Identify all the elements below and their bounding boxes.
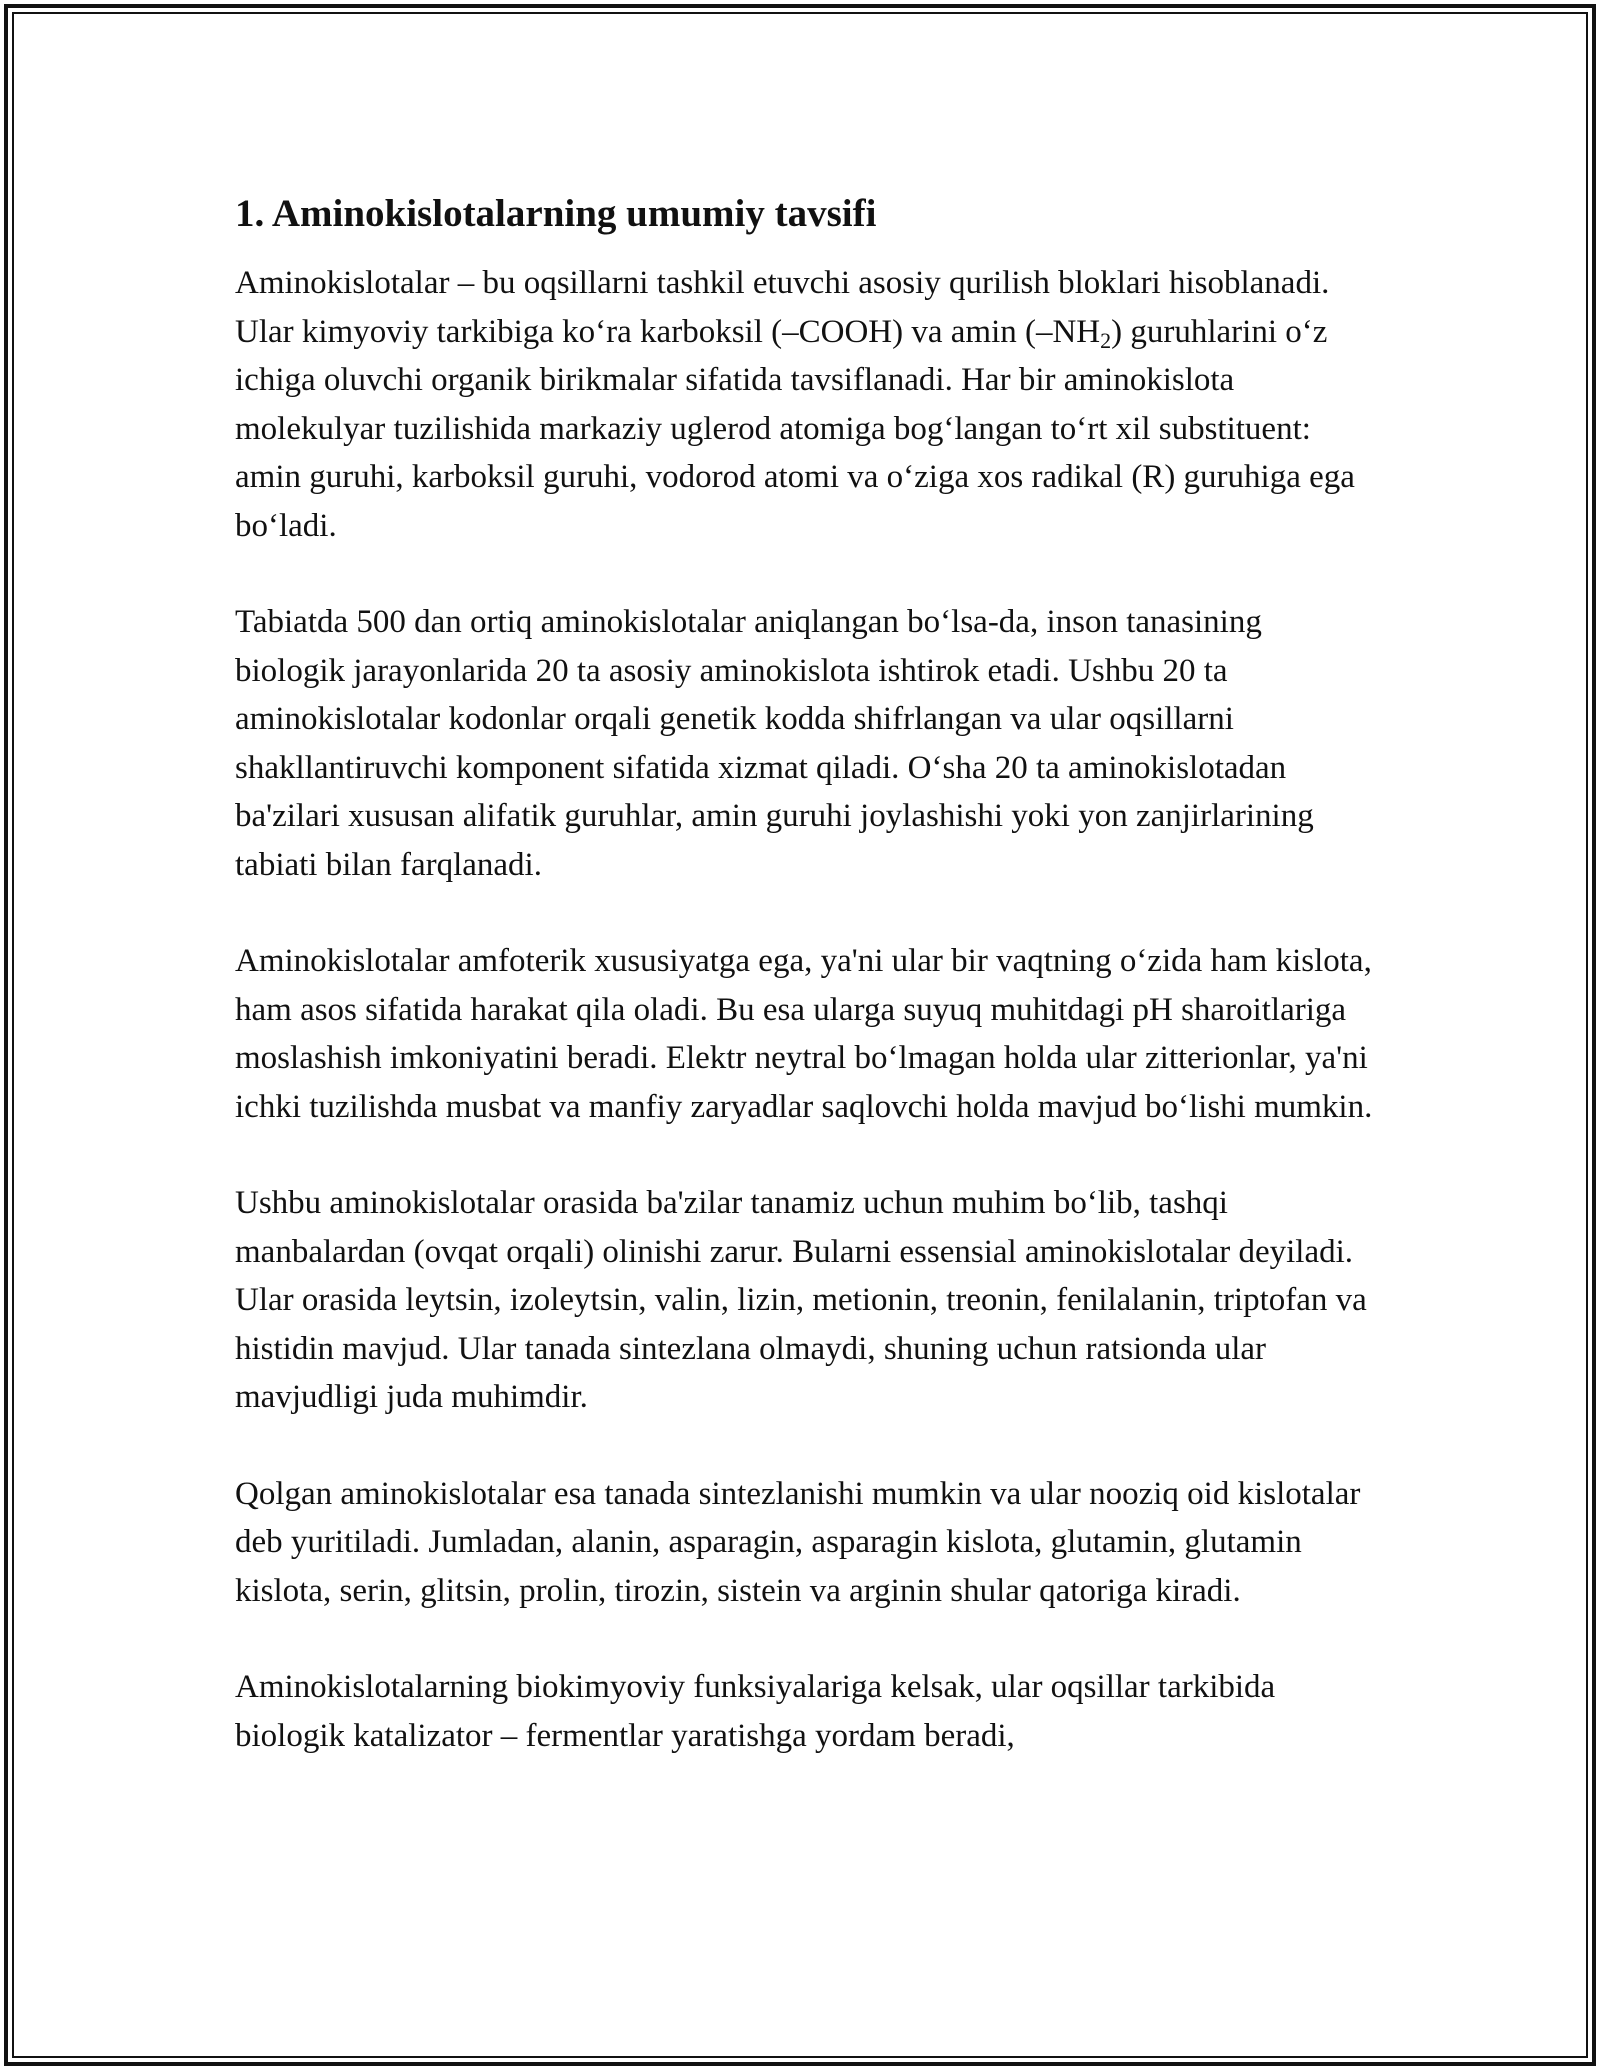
section-heading: 1. Aminokislotalarning umumiy tavsifi bbox=[235, 192, 877, 235]
paragraph-5: Qolgan aminokislotalar esa tanada sintezlanishi mumkin va ular nooziq oid kislotalar deb yuritiladi. Jumladan, alanin, asparagin, asparagin kislota, glutamin, glutamin kislota, serin, glitsin, prolin, tirozin, sistein va arginin shular qatoriga kiradi. bbox=[235, 1475, 1361, 1609]
paragraph-1-text-b: ) guruhlarini oʻz ichiga oluvchi organik birikmalar sifatida tavsiflanadi. Har bir aminokislota molekulyar tuzilishida markaziy uglerod atomiga bogʻlangan toʻrt xil substituent: amin guruhi, karboksil guruhi, vodorod atomi va oʻziga xos radikal (R) guruhiga ega boʻladi. bbox=[235, 313, 1355, 544]
paragraph-1-text-a: Aminokislotalar – bu oqsillarni tashkil etuvchi asosiy qurilish bloklari hisoblanadi. Ular kimyoviy tarkibiga koʻra karboksil (–COOH) va amin (–NH bbox=[235, 265, 1330, 350]
paragraph-6: Aminokislotalarning biokimyoviy funksiyalariga kelsak, ular oqsillar tarkibida biologik katalizator – fermentlar yaratishga yordam beradi, bbox=[235, 1669, 1276, 1754]
paragraph-1 bbox=[235, 259, 1375, 550]
paragraph-3: Aminokislotalar amfoterik xususiyatga ega, ya'ni ular bir vaqtning oʻzida ham kislota, ham asos sifatida harakat qila oladi. Bu esa ularga suyuq muhitdagi pH sharoitlariga moslashish imkoniyatini beradi. Elektr neytral boʻlmagan holda ular zitterionlar, ya'ni ichki tuzilishda musbat va manfiy zaryadlar saqlovchi holda mavjud boʻlishi mumkin. bbox=[235, 943, 1373, 1125]
subscript-2: 2 bbox=[1100, 327, 1112, 353]
document-body bbox=[235, 185, 1375, 1808]
paragraph-2: Tabiatda 500 dan ortiq aminokislotalar aniqlangan boʻlsa-da, inson tanasining biologik jarayonlarida 20 ta asosiy aminokislota ishtirok etadi. Ushbu 20 ta aminokislotalar kodonlar orqali genetik kodda shifrlangan va ular oqsillarni shakllantiruvchi komponent sifatida xizmat qiladi. Oʻsha 20 ta aminokislotadan ba'zilari xususan alifatik guruhlar, amin guruhi joylashishi yoki yon zanjirlarining tabiati bilan farqlanadi. bbox=[235, 604, 1314, 883]
paragraph-4: Ushbu aminokislotalar orasida ba'zilar tanamiz uchun muhim boʻlib, tashqi manbalardan (ovqat orqali) olinishi zarur. Bularni essensial aminokislotalar deyiladi. Ular orasida leytsin, izoleytsin, valin, lizin, metionin, treonin, fenilalanin, triptofan va histidin mavjud. Ular tanada sintezlana olmaydi, shuning uchun ratsionda ular mavjudligi juda muhimdir. bbox=[235, 1185, 1367, 1415]
